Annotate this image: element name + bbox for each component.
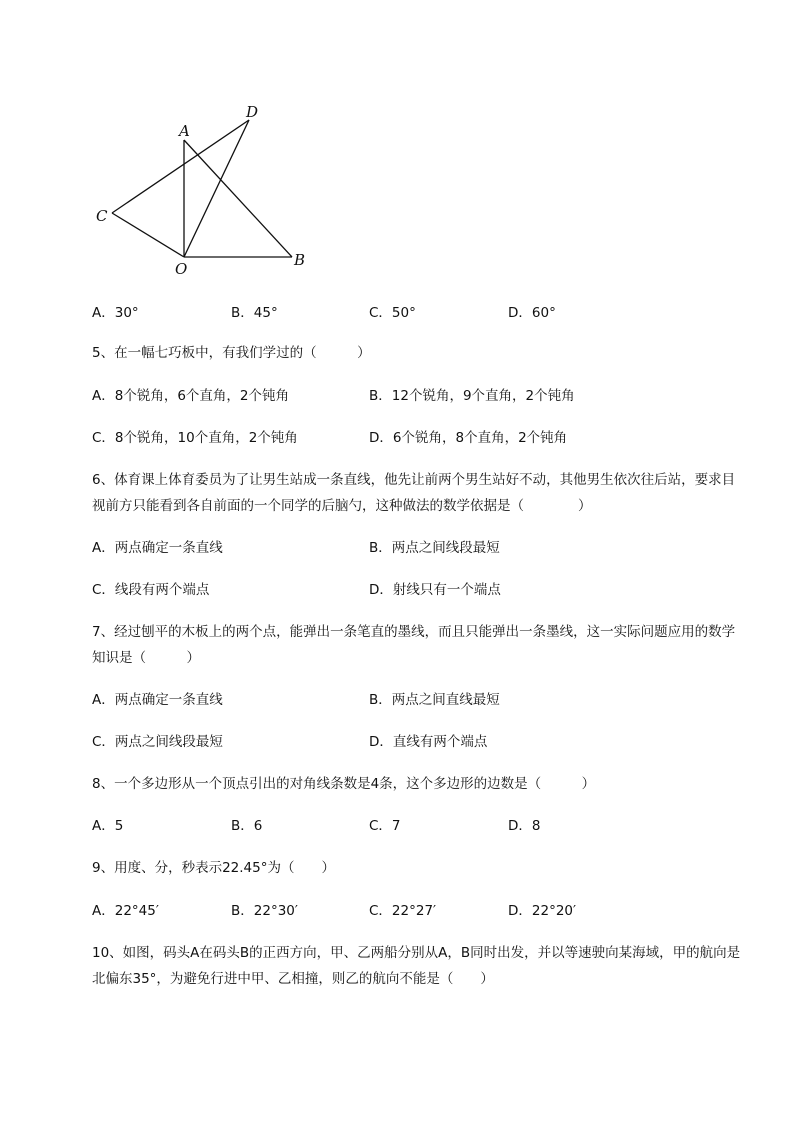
segment-CO	[112, 213, 184, 257]
q8-stem: 8、一个多边形从一个顶点引出的对角线条数是4条，这个多边形的边数是（ ）	[92, 776, 596, 792]
q7-option-a: A．两点确定一条直线	[92, 692, 223, 708]
q4-option-a: A．30°	[92, 305, 139, 321]
point-label-D: D	[246, 103, 259, 121]
q6-option-d: D．射线只有一个端点	[369, 582, 501, 598]
q7-option-b: B．两点之间直线最短	[369, 692, 500, 708]
q9-option-c: C．22°27′	[369, 903, 437, 919]
q8-option-c: C．7	[369, 818, 401, 834]
q9-stem: 9、用度、分，秒表示22.45°为（ ）	[92, 860, 335, 876]
q5-option-b: B．12个锐角，9个直角，2个钝角	[369, 388, 575, 404]
q9-option-b: B．22°30′	[231, 903, 298, 919]
q5-option-a: A．8个锐角，6个直角，2个钝角	[92, 388, 290, 404]
q4-option-d: D．60°	[508, 305, 556, 321]
geometry-figure	[92, 100, 322, 280]
geometry-diagram	[92, 100, 322, 280]
q9-option-d: D．22°20′	[508, 903, 577, 919]
q5-option-c: C．8个锐角，10个直角，2个钝角	[92, 430, 298, 446]
q4-option-c: C．50°	[369, 305, 416, 321]
q8-option-b: B．6	[231, 818, 263, 834]
point-label-O: O	[175, 260, 188, 278]
q6-option-c: C．线段有两个端点	[92, 582, 210, 598]
segment-AB	[184, 140, 292, 257]
q6-option-b: B．两点之间线段最短	[369, 540, 500, 556]
q6-option-a: A．两点确定一条直线	[92, 540, 223, 556]
point-label-A: A	[179, 122, 190, 140]
q4-option-b: B．45°	[231, 305, 278, 321]
q6-stem: 6、体育课上体育委员为了让男生站成一条直线，他先让前两个男生站好不动，其他男生依次往后站，要求目视前方只能看到各自前面的一个同学的后脑勺，这种做法的数学依据是（ ）	[92, 472, 736, 514]
q7-option-d: D．直线有两个端点	[369, 734, 488, 750]
q5-stem: 5、在一幅七巧板中，有我们学过的（ ）	[92, 345, 371, 361]
point-label-B: B	[294, 251, 306, 269]
point-label-C: C	[96, 207, 108, 225]
q8-option-d: D．8	[508, 818, 541, 834]
q7-option-c: C．两点之间线段最短	[92, 734, 223, 750]
q10-stem: 10、如图，码头A在码头B的正西方向，甲、乙两船分别从A，B同时出发，并以等速驶向某海域，甲的航向是北偏东35°，为避免行进中甲、乙相撞，则乙的航向不能是（ ）	[92, 945, 741, 987]
q5-option-d: D．6个锐角，8个直角，2个钝角	[369, 430, 568, 446]
q8-option-a: A．5	[92, 818, 124, 834]
segment-OD	[184, 120, 249, 257]
q9-option-a: A．22°45′	[92, 903, 159, 919]
q7-stem: 7、经过刨平的木板上的两个点，能弹出一条笔直的墨线，而且只能弹出一条墨线，这一实际问题应用的数学知识是（ ）	[92, 624, 736, 666]
